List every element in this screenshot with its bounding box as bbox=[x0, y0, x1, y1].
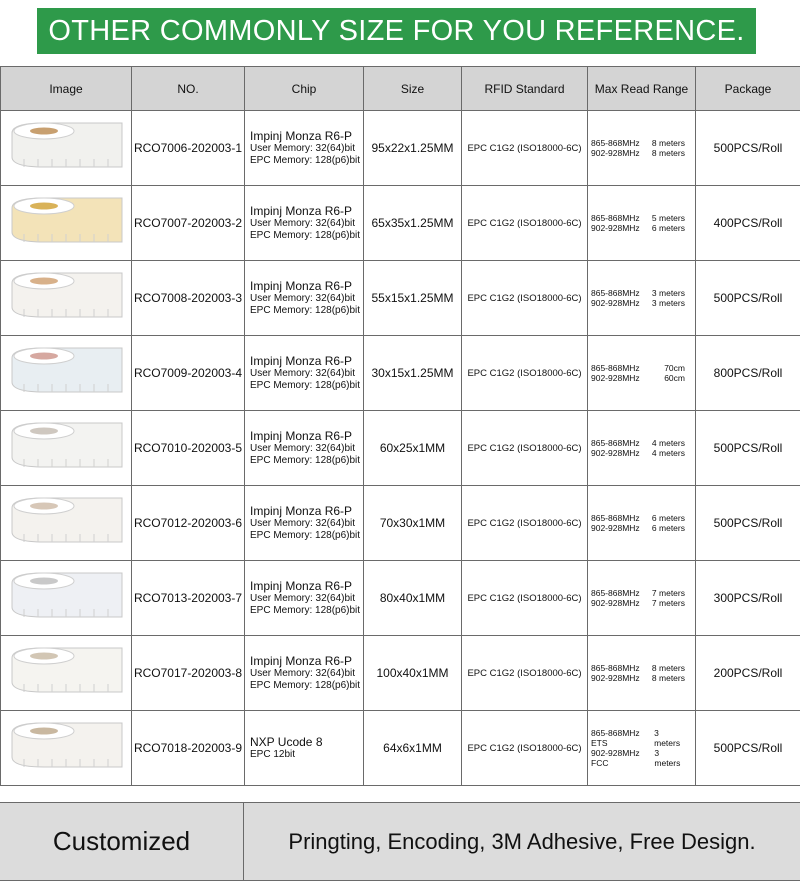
cell-range bbox=[588, 561, 696, 636]
cell-no: RCO7007-202003-2 bbox=[132, 186, 245, 261]
range-freq: 865-868MHz bbox=[591, 213, 640, 223]
cell-size: 60x25x1MM bbox=[364, 411, 462, 486]
range-freq: 902-928MHz bbox=[591, 673, 640, 683]
cell-range bbox=[588, 411, 696, 486]
range-value: 7 meters bbox=[651, 598, 685, 608]
cell-size: 95x22x1.25MM bbox=[364, 111, 462, 186]
cell-chip bbox=[245, 711, 364, 786]
cell-range bbox=[588, 186, 696, 261]
roll-image-cell bbox=[1, 636, 132, 711]
range-value: 4 meters bbox=[651, 448, 685, 458]
cell-size: 64x6x1MM bbox=[364, 711, 462, 786]
range-freq: 865-868MHz bbox=[591, 138, 640, 148]
chip-name: Impinj Monza R6-P bbox=[250, 428, 353, 443]
chip-memory-1: EPC 12bit bbox=[250, 748, 296, 760]
footer-services: Pringting, Encoding, 3M Adhesive, Free Design. bbox=[244, 803, 800, 880]
cell-no: RCO7009-202003-4 bbox=[132, 336, 245, 411]
cell-size: 100x40x1MM bbox=[364, 636, 462, 711]
label-roll-image bbox=[4, 565, 128, 631]
label-roll-image bbox=[4, 715, 128, 781]
range-freq: 865-868MHz bbox=[591, 438, 640, 448]
range-value: 6 meters bbox=[651, 513, 685, 523]
chip-name: Impinj Monza R6-P bbox=[250, 653, 353, 668]
range-line-1 bbox=[591, 663, 695, 673]
chip-memory-2: EPC Memory: 128(p6)bit bbox=[250, 529, 361, 541]
roll-image-cell bbox=[1, 111, 132, 186]
range-freq: 865-868MHz ETS bbox=[591, 728, 640, 748]
cell-size: 65x35x1.25MM bbox=[364, 186, 462, 261]
cell-standard: EPC C1G2 (ISO18000-6C) bbox=[462, 636, 588, 711]
cell-no: RCO7017-202003-8 bbox=[132, 636, 245, 711]
header-range: Max Read Range bbox=[588, 67, 696, 111]
range-value: 4 meters bbox=[651, 438, 685, 448]
cell-standard: EPC C1G2 (ISO18000-6C) bbox=[462, 261, 588, 336]
cell-package: 300PCS/Roll bbox=[696, 561, 800, 636]
cell-package: 400PCS/Roll bbox=[696, 186, 800, 261]
range-line-2 bbox=[591, 673, 695, 683]
range-freq: 902-928MHz bbox=[591, 523, 640, 533]
cell-no: RCO7006-202003-1 bbox=[132, 111, 245, 186]
cell-package: 800PCS/Roll bbox=[696, 336, 800, 411]
cell-chip bbox=[245, 336, 364, 411]
chip-memory-2: EPC Memory: 128(p6)bit bbox=[250, 154, 361, 166]
range-freq: 902-928MHz bbox=[591, 298, 640, 308]
range-line-2 bbox=[591, 298, 695, 308]
label-roll-image bbox=[4, 640, 128, 706]
range-value: 3 meters bbox=[651, 288, 685, 298]
range-value: 8 meters bbox=[651, 148, 685, 158]
range-line-1 bbox=[591, 363, 695, 373]
footer-bar bbox=[0, 802, 800, 881]
cell-standard: EPC C1G2 (ISO18000-6C) bbox=[462, 561, 588, 636]
chip-name: Impinj Monza R6-P bbox=[250, 578, 353, 593]
range-line-1 bbox=[591, 213, 695, 223]
table-row bbox=[1, 411, 800, 486]
range-value: 8 meters bbox=[651, 663, 685, 673]
roll-image-cell bbox=[1, 186, 132, 261]
table-row bbox=[1, 111, 800, 186]
table-header-row bbox=[1, 67, 800, 111]
cell-chip bbox=[245, 636, 364, 711]
range-line-1 bbox=[591, 438, 695, 448]
cell-standard: EPC C1G2 (ISO18000-6C) bbox=[462, 186, 588, 261]
range-value: 3 meters bbox=[654, 728, 681, 748]
chip-name: Impinj Monza R6-P bbox=[250, 278, 353, 293]
roll-image-cell bbox=[1, 486, 132, 561]
cell-package: 200PCS/Roll bbox=[696, 636, 800, 711]
range-freq: 902-928MHz bbox=[591, 448, 640, 458]
range-line-1 bbox=[591, 513, 695, 523]
cell-standard: EPC C1G2 (ISO18000-6C) bbox=[462, 336, 588, 411]
cell-size: 70x30x1MM bbox=[364, 486, 462, 561]
header-standard: RFID Standard bbox=[462, 67, 588, 111]
range-line-2 bbox=[591, 448, 695, 458]
cell-chip bbox=[245, 261, 364, 336]
cell-chip bbox=[245, 111, 364, 186]
cell-no: RCO7008-202003-3 bbox=[132, 261, 245, 336]
cell-size: 55x15x1.25MM bbox=[364, 261, 462, 336]
table-row bbox=[1, 486, 800, 561]
cell-standard: EPC C1G2 (ISO18000-6C) bbox=[462, 411, 588, 486]
range-freq: 865-868MHz bbox=[591, 588, 640, 598]
cell-size: 80x40x1MM bbox=[364, 561, 462, 636]
label-roll-image bbox=[4, 340, 128, 406]
range-freq: 902-928MHz bbox=[591, 598, 640, 608]
chip-memory-2: EPC Memory: 128(p6)bit bbox=[250, 229, 361, 241]
range-freq: 865-868MHz bbox=[591, 363, 640, 373]
roll-image-cell bbox=[1, 711, 132, 786]
header-size: Size bbox=[364, 67, 462, 111]
roll-image-cell bbox=[1, 336, 132, 411]
cell-no: RCO7012-202003-6 bbox=[132, 486, 245, 561]
cell-range bbox=[588, 636, 696, 711]
page-banner: OTHER COMMONLY SIZE FOR YOU REFERENCE. bbox=[37, 8, 756, 54]
chip-memory-1: User Memory: 32(64)bit bbox=[250, 217, 356, 229]
cell-standard: EPC C1G2 (ISO18000-6C) bbox=[462, 486, 588, 561]
cell-standard: EPC C1G2 (ISO18000-6C) bbox=[462, 711, 588, 786]
cell-range bbox=[588, 486, 696, 561]
table-row bbox=[1, 636, 800, 711]
table-row bbox=[1, 561, 800, 636]
header-image: Image bbox=[1, 67, 132, 111]
chip-memory-2: EPC Memory: 128(p6)bit bbox=[250, 304, 361, 316]
range-value: 5 meters bbox=[651, 213, 685, 223]
chip-memory-1: User Memory: 32(64)bit bbox=[250, 592, 356, 604]
spec-table bbox=[0, 66, 800, 786]
chip-memory-1: User Memory: 32(64)bit bbox=[250, 442, 356, 454]
chip-memory-2: EPC Memory: 128(p6)bit bbox=[250, 454, 361, 466]
chip-name: Impinj Monza R6-P bbox=[250, 503, 353, 518]
label-roll-image bbox=[4, 115, 128, 181]
cell-no: RCO7018-202003-9 bbox=[132, 711, 245, 786]
cell-chip bbox=[245, 411, 364, 486]
table-row bbox=[1, 261, 800, 336]
range-line-2 bbox=[591, 748, 695, 768]
range-line-2 bbox=[591, 523, 695, 533]
range-value: 3 meters bbox=[651, 298, 685, 308]
chip-memory-1: User Memory: 32(64)bit bbox=[250, 517, 356, 529]
roll-image-cell bbox=[1, 261, 132, 336]
chip-memory-2: EPC Memory: 128(p6)bit bbox=[250, 604, 361, 616]
range-freq: 865-868MHz bbox=[591, 513, 640, 523]
header-chip: Chip bbox=[245, 67, 364, 111]
header-package: Package bbox=[696, 67, 800, 111]
range-line-2 bbox=[591, 148, 695, 158]
chip-name: Impinj Monza R6-P bbox=[250, 203, 353, 218]
range-freq: 902-928MHz bbox=[591, 373, 640, 383]
chip-memory-2: EPC Memory: 128(p6)bit bbox=[250, 679, 361, 691]
range-freq: 902-928MHz bbox=[591, 223, 640, 233]
table-row bbox=[1, 336, 800, 411]
chip-memory-1: User Memory: 32(64)bit bbox=[250, 142, 356, 154]
chip-memory-1: User Memory: 32(64)bit bbox=[250, 667, 356, 679]
label-roll-image bbox=[4, 415, 128, 481]
range-freq: 902-928MHz FCC bbox=[591, 748, 640, 768]
label-roll-image bbox=[4, 190, 128, 256]
header-no: NO. bbox=[132, 67, 245, 111]
footer-customized: Customized bbox=[0, 803, 244, 880]
chip-memory-1: User Memory: 32(64)bit bbox=[250, 367, 356, 379]
chip-name: Impinj Monza R6-P bbox=[250, 128, 353, 143]
label-roll-image bbox=[4, 265, 128, 331]
cell-range bbox=[588, 111, 696, 186]
cell-chip bbox=[245, 486, 364, 561]
range-line-2 bbox=[591, 223, 695, 233]
range-value: 6 meters bbox=[651, 223, 685, 233]
cell-chip bbox=[245, 561, 364, 636]
range-value: 6 meters bbox=[651, 523, 685, 533]
range-line-2 bbox=[591, 373, 695, 383]
cell-chip bbox=[245, 186, 364, 261]
cell-package: 500PCS/Roll bbox=[696, 486, 800, 561]
range-value: 60cm bbox=[664, 373, 685, 383]
range-value: 3 meters bbox=[654, 748, 681, 768]
range-line-1 bbox=[591, 138, 695, 148]
cell-package: 500PCS/Roll bbox=[696, 111, 800, 186]
chip-name: NXP Ucode 8 bbox=[250, 734, 323, 749]
range-line-1 bbox=[591, 728, 695, 748]
range-value: 7 meters bbox=[651, 588, 685, 598]
range-value: 8 meters bbox=[651, 673, 685, 683]
range-freq: 865-868MHz bbox=[591, 663, 640, 673]
cell-standard: EPC C1G2 (ISO18000-6C) bbox=[462, 111, 588, 186]
cell-range bbox=[588, 261, 696, 336]
range-freq: 902-928MHz bbox=[591, 148, 640, 158]
cell-package: 500PCS/Roll bbox=[696, 411, 800, 486]
cell-no: RCO7013-202003-7 bbox=[132, 561, 245, 636]
table-row bbox=[1, 186, 800, 261]
cell-range bbox=[588, 336, 696, 411]
label-roll-image bbox=[4, 490, 128, 556]
roll-image-cell bbox=[1, 561, 132, 636]
chip-name: Impinj Monza R6-P bbox=[250, 353, 353, 368]
range-value: 70cm bbox=[664, 363, 685, 373]
cell-size: 30x15x1.25MM bbox=[364, 336, 462, 411]
range-freq: 865-868MHz bbox=[591, 288, 640, 298]
range-line-1 bbox=[591, 588, 695, 598]
cell-package: 500PCS/Roll bbox=[696, 261, 800, 336]
range-line-1 bbox=[591, 288, 695, 298]
cell-range bbox=[588, 711, 696, 786]
cell-package: 500PCS/Roll bbox=[696, 711, 800, 786]
cell-no: RCO7010-202003-5 bbox=[132, 411, 245, 486]
chip-memory-2: EPC Memory: 128(p6)bit bbox=[250, 379, 361, 391]
chip-memory-1: User Memory: 32(64)bit bbox=[250, 292, 356, 304]
range-value: 8 meters bbox=[651, 138, 685, 148]
range-line-2 bbox=[591, 598, 695, 608]
roll-image-cell bbox=[1, 411, 132, 486]
table-row bbox=[1, 711, 800, 786]
